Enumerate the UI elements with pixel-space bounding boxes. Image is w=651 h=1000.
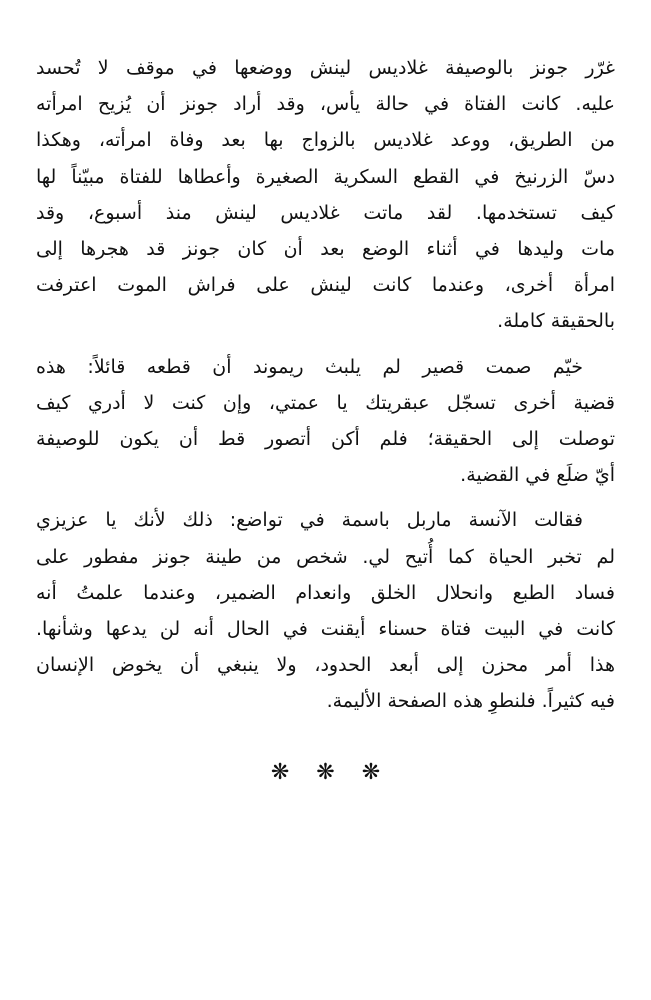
text-line: بالحقيقة كاملة. (497, 310, 615, 333)
text-line: هذا أمر محزن إلى أبعد الحدود، ولا ينبغي أن يخوض الإنسان (36, 654, 615, 677)
text-line: من الطريق، ووعد غلاديس بالزواج بها بعد وفاة امرأته، وهكذا (36, 129, 615, 152)
paragraph-1 (36, 50, 615, 340)
text-line: لم تخبر الحياة كما أُتيح لي. شخص من طينة جونز مفطور على (36, 545, 615, 568)
text-line: خيّم صمت قصير لم يلبث ريموند أن قطعه قائلاً: هذه (36, 355, 583, 378)
text-line: امرأة أخرى، وعندما كانت لينش على فراش الموت اعترفت (36, 274, 615, 297)
text-line: قضية أخرى تسجّل عبقريتك يا عمتي، وإن كنت لا أدري كيف (36, 391, 615, 414)
asterism-icon: ❋ (270, 760, 290, 785)
text-line: مات وليدها في أثناء الوضع بعد أن كان جونز قد هجرها إلى (36, 238, 615, 261)
text-line: فيه كثيراً. فلنطوِ هذه الصفحة الأليمة. (326, 690, 615, 713)
text-line: فقالت الآنسة ماربل باسمة في تواضع: ذلك لأنك يا عزيزي (36, 509, 583, 532)
section-separator (0, 760, 651, 785)
paragraph-2 (36, 349, 615, 494)
asterism-icon: ❋ (361, 760, 381, 785)
asterism-icon: ❋ (316, 760, 335, 785)
text-line: دسّ الزرنيخ في القطع السكرية الصغيرة وأعطاها للفتاة مبيّناً لها (36, 165, 615, 188)
text-line: عليه. كانت الفتاة في حالة يأس، وقد أراد جونز أن يُزيح امرأته (36, 93, 615, 116)
body-text (36, 50, 615, 720)
text-line: كانت في البيت فتاة حسناء أيقنت في الحال أنه لن يدعها وشأنها. (36, 618, 615, 641)
text-line: أيّ ضلَع في القضية. (460, 464, 615, 487)
text-line: فساد الطبع وانحلال الخلق وانعدام الضمير، وعندما علمتُ أنه (36, 581, 615, 604)
text-line: كيف تستخدمها. لقد ماتت غلاديس لينش منذ أسبوع، وقد (36, 201, 615, 224)
paragraph-3 (36, 502, 615, 719)
text-line: غرّر جونز بالوصيفة غلاديس لينش ووضعها في موقف لا تُحسد (36, 57, 615, 79)
text-line: توصلت إلى الحقيقة؛ فلم أكن أتصور قط أن يكون للوصيفة (36, 428, 615, 451)
